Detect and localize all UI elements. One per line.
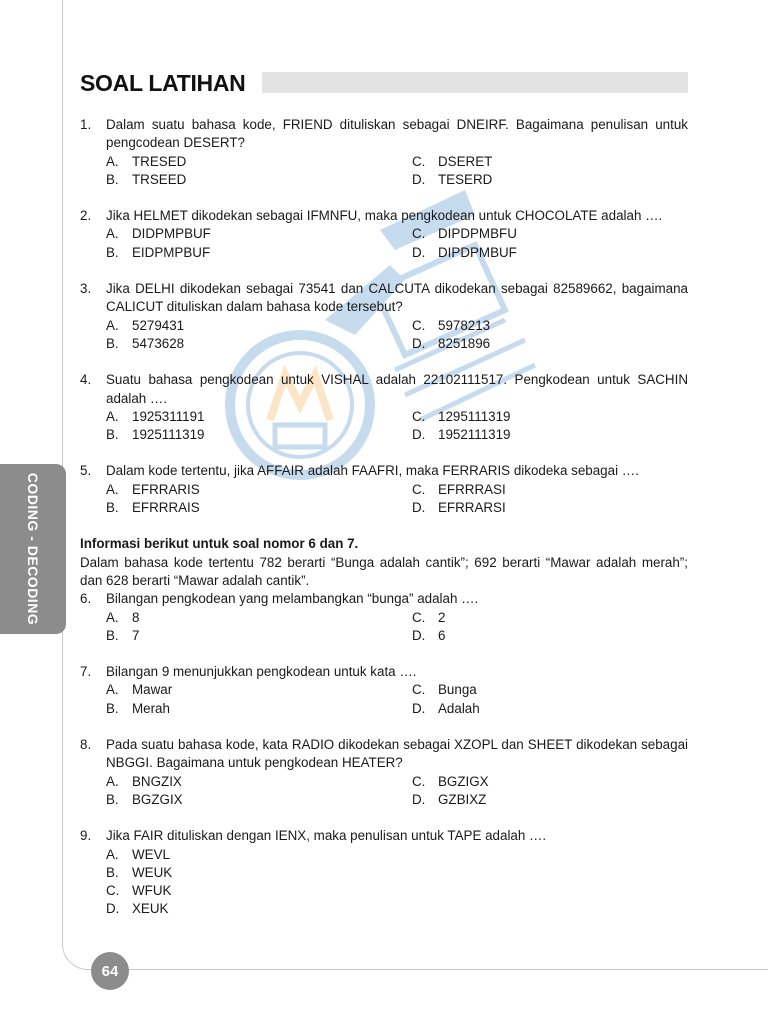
option-letter: C. (412, 226, 426, 242)
option-letter: B. (106, 335, 119, 351)
page-number: 64 (101, 962, 119, 980)
answer-option (106, 700, 412, 718)
option-letter: B. (106, 244, 119, 260)
question-text: Jika DELHI dikodekan sebagai 73541 dan CALCUTA dikodekan sebagai 82589662, bagaimana CALICUT dituliskan dalam bahasa kode tersebut? (106, 281, 688, 315)
option-text: XEUK (132, 901, 169, 917)
answer-options (80, 846, 688, 919)
answer-option (106, 681, 412, 699)
question-number: 9. (80, 828, 92, 844)
question-text: Jika FAIR dituliskan dengan IENX, maka penulisan untuk TAPE adalah …. (106, 828, 547, 844)
answer-option (106, 864, 688, 882)
option-text: 5279431 (132, 317, 185, 333)
option-letter: A. (106, 408, 119, 424)
option-text: 1952111319 (438, 427, 511, 443)
answer-option (106, 408, 412, 426)
answer-option (412, 773, 688, 791)
question-text: Jika HELMET dikodekan sebagai IFMNFU, maka pengkodean untuk CHOCOLATE adalah …. (106, 208, 663, 224)
option-text: 2 (438, 609, 446, 625)
option-text: EFRRRASI (438, 481, 506, 497)
question-stem (80, 590, 688, 608)
option-text: BGZGIX (132, 791, 183, 807)
option-letter: A. (106, 682, 119, 698)
question-item (80, 371, 688, 444)
question-text: Bilangan 9 menunjukkan pengkodean untuk kata …. (106, 664, 417, 680)
answer-options (80, 609, 688, 646)
answer-option (412, 700, 688, 718)
question-item (80, 827, 688, 918)
question-item (80, 736, 688, 809)
answer-options (80, 153, 688, 190)
option-letter: A. (106, 153, 119, 169)
question-item (80, 590, 688, 645)
option-text: DIPDPMBUF (438, 244, 517, 260)
answer-option (412, 426, 688, 444)
option-letter: D. (412, 627, 426, 643)
question-number: 7. (80, 664, 92, 680)
option-letter: B. (106, 791, 119, 807)
answer-option (106, 171, 412, 189)
option-text: 1925311191 (132, 408, 205, 424)
answer-option (106, 317, 412, 335)
answer-option (412, 153, 688, 171)
answer-options (80, 773, 688, 810)
question-text: Bilangan pengkodean yang melambangkan “bunga” adalah …. (106, 591, 479, 607)
option-text: TRESED (132, 153, 187, 169)
option-text: Bunga (438, 682, 477, 698)
option-letter: D. (412, 171, 426, 187)
answer-option (106, 225, 412, 243)
answer-options (80, 481, 688, 518)
answer-option (106, 773, 412, 791)
option-letter: A. (106, 481, 119, 497)
answer-option (106, 244, 412, 262)
answer-option (106, 153, 412, 171)
option-letter: A. (106, 226, 119, 242)
option-letter: D. (106, 901, 120, 917)
question-stem (80, 827, 688, 845)
answer-options (80, 681, 688, 718)
answer-option (106, 900, 688, 918)
option-letter: C. (412, 153, 426, 169)
option-letter: A. (106, 609, 119, 625)
question-stem (80, 116, 688, 153)
question-stem (80, 736, 688, 773)
option-text: EFRRARSI (438, 500, 506, 516)
answer-option (412, 171, 688, 189)
option-text: DSERET (438, 153, 493, 169)
question-stem (80, 462, 688, 480)
answer-option (412, 317, 688, 335)
question-number: 1. (80, 117, 92, 132)
question-item (80, 280, 688, 353)
question-number: 8. (80, 737, 92, 753)
option-text: EIDPMPBUF (132, 244, 211, 260)
answer-option (412, 609, 688, 627)
answer-options (80, 225, 688, 262)
option-text: Merah (132, 700, 170, 716)
option-letter: C. (412, 609, 426, 625)
page-number-badge (91, 952, 129, 990)
question-text: Pada suatu bahasa kode, kata RADIO dikodekan sebagai XZOPL dan SHEET dikodekan sebagai NBGGI. Bagaimana untuk pengkodean HEATER? (106, 737, 688, 771)
question-number: 5. (80, 463, 92, 479)
page-title: SOAL LATIHAN (80, 70, 246, 96)
option-letter: C. (412, 317, 426, 333)
option-letter: A. (106, 846, 119, 862)
option-text: TRSEED (132, 171, 187, 187)
question-stem (80, 207, 688, 225)
question-number: 4. (80, 372, 92, 388)
option-letter: D. (412, 335, 426, 351)
option-text: WEVL (132, 846, 170, 862)
option-text: 1925111319 (132, 427, 205, 443)
answer-option (412, 408, 688, 426)
option-text: 7 (132, 627, 140, 643)
option-text: 6 (438, 627, 446, 643)
option-text: DIPDPMBFU (438, 226, 517, 242)
option-letter: B. (106, 171, 119, 187)
option-letter: D. (412, 791, 426, 807)
option-letter: B. (106, 700, 119, 716)
header (80, 70, 688, 98)
option-text: 5473628 (132, 335, 185, 351)
option-letter: B. (106, 627, 119, 643)
answer-option (106, 335, 412, 353)
answer-option (106, 499, 412, 517)
option-letter: C. (412, 481, 426, 497)
option-letter: D. (412, 244, 426, 260)
option-text: EFRRARIS (132, 481, 200, 497)
answer-option (106, 481, 412, 499)
question-item (80, 116, 688, 189)
answer-option (106, 882, 688, 900)
question-list (80, 116, 688, 919)
question-item (80, 462, 688, 517)
answer-option (412, 791, 688, 809)
option-text: GZBIXZ (438, 791, 487, 807)
question-number: 2. (80, 208, 92, 224)
title-decor-bar (262, 72, 688, 93)
option-text: 1295111319 (438, 408, 511, 424)
answer-option (106, 609, 412, 627)
answer-option (412, 627, 688, 645)
chapter-side-tab (0, 464, 66, 634)
answer-option (106, 627, 412, 645)
question-stem (80, 280, 688, 317)
option-letter: D. (412, 500, 426, 516)
question-text: Dalam kode tertentu, jika AFFAIR adalah FAAFRI, maka FERRARIS dikodeka sebagai …. (106, 463, 639, 479)
option-text: 8251896 (438, 335, 491, 351)
answer-option (412, 499, 688, 517)
option-text: EFRRRAIS (132, 500, 200, 516)
option-letter: A. (106, 773, 119, 789)
question-stem (80, 663, 688, 681)
option-text: BGZIGX (438, 773, 489, 789)
option-text: 8 (132, 609, 140, 625)
info-heading: Informasi berikut untuk soal nomor 6 dan 7. (80, 536, 359, 552)
answer-option (412, 225, 688, 243)
option-text: Adalah (438, 700, 480, 716)
question-text: Dalam suatu bahasa kode, FRIEND dituliskan sebagai DNEIRF. Bagaimana penulisan untuk pengcodean DESERT? (106, 117, 688, 151)
answer-options (80, 408, 688, 445)
question-text: Suatu bahasa pengkodean untuk VISHAL adalah 22102111517. Pengkodean untuk SACHIN adalah …. (106, 372, 688, 406)
answer-option (106, 846, 688, 864)
option-text: 5978213 (438, 317, 491, 333)
option-letter: C. (412, 682, 426, 698)
option-text: WFUK (132, 883, 172, 899)
option-text: TESERD (438, 171, 493, 187)
answer-options (80, 317, 688, 354)
option-letter: D. (412, 427, 426, 443)
option-letter: A. (106, 317, 119, 333)
option-text: WEUK (132, 864, 173, 880)
answer-option (412, 481, 688, 499)
answer-option (412, 335, 688, 353)
question-item (80, 663, 688, 718)
option-letter: C. (412, 408, 426, 424)
option-letter: D. (412, 700, 426, 716)
question-number: 6. (80, 591, 92, 607)
option-letter: B. (106, 500, 119, 516)
question-stem (80, 371, 688, 408)
answer-option (106, 426, 412, 444)
question-number: 3. (80, 281, 92, 297)
info-text: Dalam bahasa kode tertentu 782 berarti “Bunga adalah cantik”; 692 berarti “Mawar adalah merah”; dan 628 berarti “Mawar adalah cantik”. (80, 554, 688, 588)
question-item (80, 207, 688, 262)
answer-option (412, 681, 688, 699)
option-letter: C. (106, 883, 120, 899)
option-text: DIDPMPBUF (132, 226, 211, 242)
option-letter: B. (106, 864, 119, 880)
option-text: BNGZIX (132, 773, 182, 789)
info-block (80, 535, 688, 590)
answer-option (106, 791, 412, 809)
option-text: Mawar (132, 682, 173, 698)
option-letter: C. (412, 773, 426, 789)
chapter-label: CODING - DECODING (25, 472, 41, 626)
option-letter: B. (106, 427, 119, 443)
answer-option (412, 244, 688, 262)
